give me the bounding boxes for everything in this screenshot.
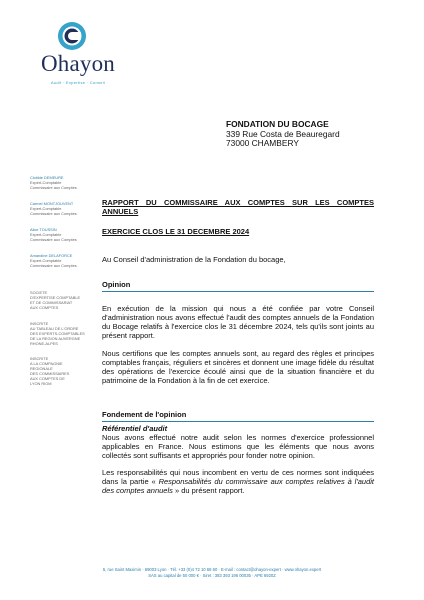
affiliation-line: AUX COMPTES: [30, 305, 59, 310]
affiliation-line: LYON RIOM: [30, 381, 52, 386]
partner-role: Expert-Comptable: [30, 206, 62, 211]
report-salutation: Au Conseil d'administration de la Fondation du bocage,: [102, 255, 286, 264]
partner-role: Commissaire aux Comptes: [30, 237, 77, 242]
affiliation-line: A LA COMPAGNIE: [30, 361, 63, 366]
opinion-paragraph-2: Nous certifions que les comptes annuels sont, au regard des règles et principes comptables français, réguliers et sincères et donnent une image fidèle du résultat des opérations de l'exercice écoulé ainsi que de la situation financière et du patrimoine de la Fondation à la fin de cet exercice.: [102, 349, 374, 385]
partner-name: Carmel MONTJOUVENT: [30, 201, 74, 206]
affiliation-line: D'EXPERTISE COMPTABLE: [30, 295, 81, 300]
logo-tagline: Audit · Expertise · Conseil: [50, 80, 106, 85]
audit-reference-paragraph-2: [102, 469, 374, 496]
sidebar-affiliation: [30, 321, 92, 346]
audit-reference-heading: Référentiel d'audit: [102, 424, 168, 433]
sidebar-partner: [30, 175, 92, 190]
affiliation-line: SOCIETE: [30, 290, 48, 295]
affiliation-line: DES EXPERTS-COMPTABLES: [30, 331, 85, 336]
affiliation-line: AUX COMPTES DE: [30, 376, 65, 381]
affiliation-line: ET DE COMMISSARIAT: [30, 300, 73, 305]
addressee-name: FONDATION DU BOCAGE: [226, 119, 329, 129]
affiliation-line: RHONE-ALPES: [30, 341, 58, 346]
addressee-street: 339 Rue Costa de Beauregard: [226, 128, 340, 139]
affiliation-line: INSCRITE: [30, 321, 49, 326]
partner-role: Commissaire aux Comptes: [30, 211, 77, 216]
sidebar-partner: [30, 227, 92, 242]
addressee-block: [226, 120, 340, 149]
opinion-paragraph-1: En exécution de la mission qui nous a été confiée par votre Conseil d'administration nous avons effectué l'audit des comptes annuels de la Fondation du Bocage relatifs à l'exercice clos le 31 décembre 2024, tels qu'ils sont joints au présent rapport.: [102, 304, 374, 340]
affiliation-line: AU TABLEAU DE L'ORDRE: [30, 326, 79, 331]
ohayon-logo-mark-icon: [57, 21, 87, 51]
footer-address: 5, rue Saint Maximin · 69003 Lyon · Tél. +33 (0)4 72 10 68 60 · E-mail : contact@ohayon-expert · www.ohayon.expert: [102, 567, 322, 572]
audit-reference-paragraph-1: Nous avons effectué notre audit selon les normes d'exercice professionnel applicables en France. Nous estimons que les éléments que nous avons collectés sont suffisants et appropriés pour fonder notre opinion.: [102, 433, 374, 460]
sidebar-affiliation: [30, 290, 92, 310]
basis-heading: Fondement de l'opinion: [102, 410, 374, 422]
paragraph-text: » du présent rapport.: [172, 485, 245, 495]
report-exercise: EXERCICE CLOS LE 31 DECEMBRE 2024: [102, 227, 250, 236]
partner-role: Expert-Comptable: [30, 258, 62, 263]
sidebar-partner: [30, 201, 92, 216]
affiliation-line: INSCRITE: [30, 356, 49, 361]
affiliation-line: REGIONALE: [30, 366, 53, 371]
paragraph-italic-reference: Responsabilités du commissaire aux comptes relatives à l'audit des comptes annuels: [102, 476, 374, 495]
partner-name: Alice TOUSSIN: [30, 227, 57, 232]
opinion-heading: Opinion: [102, 280, 374, 292]
logo-wordmark: Ohayon: [40, 51, 116, 76]
partner-name: Amandine DELAFORCE: [30, 253, 73, 258]
partner-role: Commissaire aux Comptes: [30, 185, 77, 190]
sidebar-affiliation: [30, 356, 92, 386]
affiliation-line: DES COMMISSAIRES: [30, 371, 70, 376]
affiliation-line: DE LA REGION AUVERGNE: [30, 336, 81, 341]
addressee-city: 73000 CHAMBERY: [226, 138, 299, 149]
partner-role: Commissaire aux Comptes: [30, 263, 77, 268]
report-title: RAPPORT DU COMMISSAIRE AUX COMPTES SUR LES COMPTES ANNUELS: [102, 198, 374, 216]
partner-role: Expert-Comptable: [30, 232, 62, 237]
sidebar-partner: [30, 253, 92, 268]
paragraph-text: Les responsabilités qui nous incombent en vertu de ces normes sont indiquées dans la partie «: [102, 468, 374, 486]
partner-name: Clotilde DEMEURE: [30, 175, 64, 180]
partner-role: Expert-Comptable: [30, 180, 62, 185]
footer-legal: SAS au capital de 50 000 € · Siret : 383 393 196 00035 · APE 6920Z: [148, 573, 276, 578]
